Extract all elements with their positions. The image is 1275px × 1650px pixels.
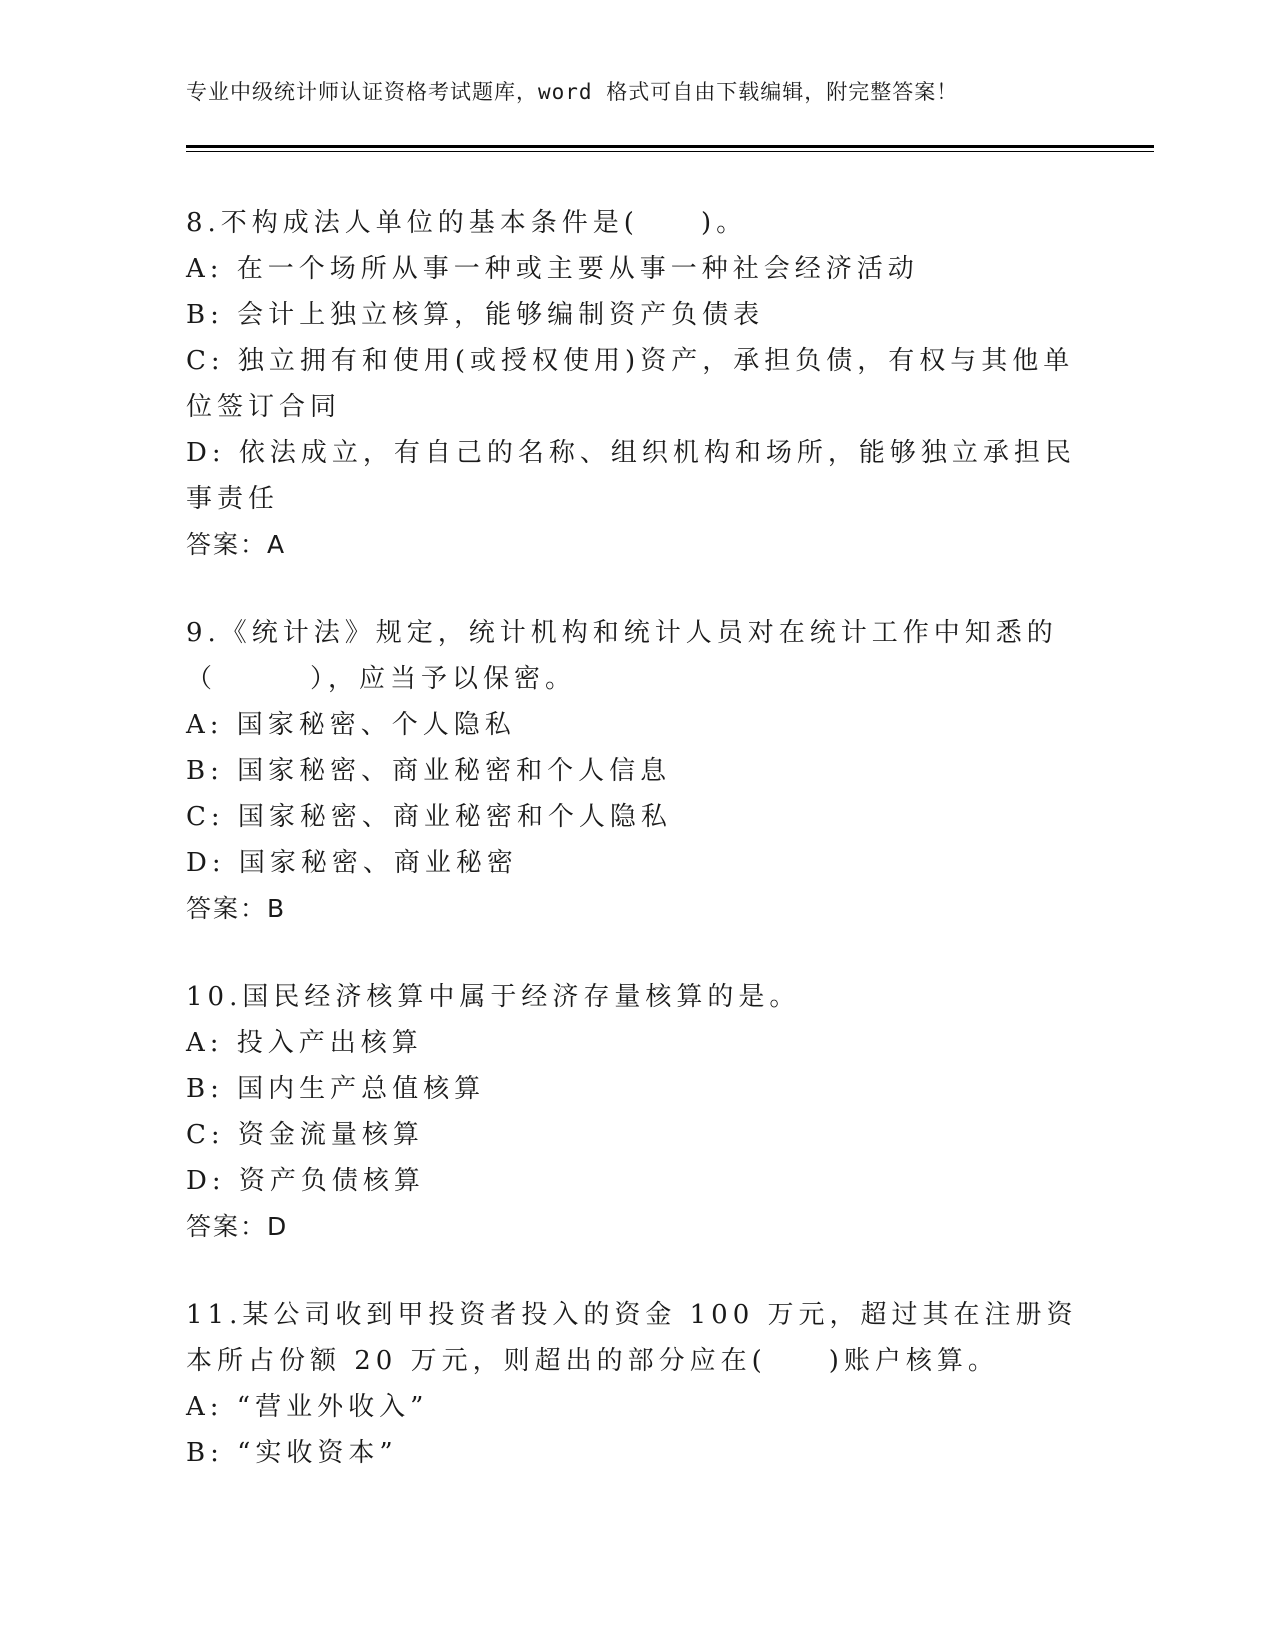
- question-stem: 10.国民经济核算中属于经济存量核算的是。: [186, 982, 801, 1012]
- question-10: [186, 974, 1086, 1250]
- answer: 答案：B: [186, 894, 287, 923]
- option-c: C: 国家秘密、商业秘密和个人隐私: [186, 802, 672, 832]
- option-c: C: 独立拥有和使用(或授权使用)资产，承担负债，有权与其他单位签订合同: [186, 346, 1075, 422]
- option-b: B: 国家秘密、商业秘密和个人信息: [186, 756, 672, 786]
- answer: 答案：D: [186, 1212, 289, 1241]
- page-header: 专业中级统计师认证资格考试题库，word 格式可自由下载编辑，附完整答案！: [186, 80, 959, 104]
- option-a: A: 在一个场所从事一种或主要从事一种社会经济活动: [186, 254, 919, 284]
- option-a: A: 国家秘密、个人隐私: [186, 710, 516, 740]
- option-a: A: “营业外收入”: [186, 1392, 429, 1422]
- option-b: B: 会计上独立核算，能够编制资产负债表: [186, 300, 765, 330]
- header-divider-thick: [186, 145, 1154, 148]
- question-stem: 8.不构成法人单位的基本条件是( )。: [186, 208, 748, 238]
- option-d: D: 资产负债核算: [186, 1166, 425, 1196]
- question-9: [186, 610, 1086, 932]
- question-stem: 11.某公司收到甲投资者投入的资金 100 万元，超过其在注册资本所占份额 20 万元，则超出的部分应在( )账户核算。: [186, 1300, 1078, 1376]
- option-c: C: 资金流量核算: [186, 1120, 424, 1150]
- option-d: D: 国家秘密、商业秘密: [186, 848, 518, 878]
- option-b: B: 国内生产总值核算: [186, 1074, 486, 1104]
- question-8: [186, 200, 1086, 568]
- question-stem: 9.《统计法》规定，统计机构和统计人员对在统计工作中知悉的（ ），应当予以保密。: [186, 618, 1058, 694]
- option-d: D: 依法成立，有自己的名称、组织机构和场所，能够独立承担民事责任: [186, 438, 1076, 514]
- question-11: [186, 1292, 1086, 1476]
- question-list: [186, 200, 1086, 1518]
- header-divider-thin: [186, 151, 1154, 152]
- option-b: B: “实收资本”: [186, 1438, 398, 1468]
- answer: 答案：A: [186, 530, 287, 559]
- option-a: A: 投入产出核算: [186, 1028, 423, 1058]
